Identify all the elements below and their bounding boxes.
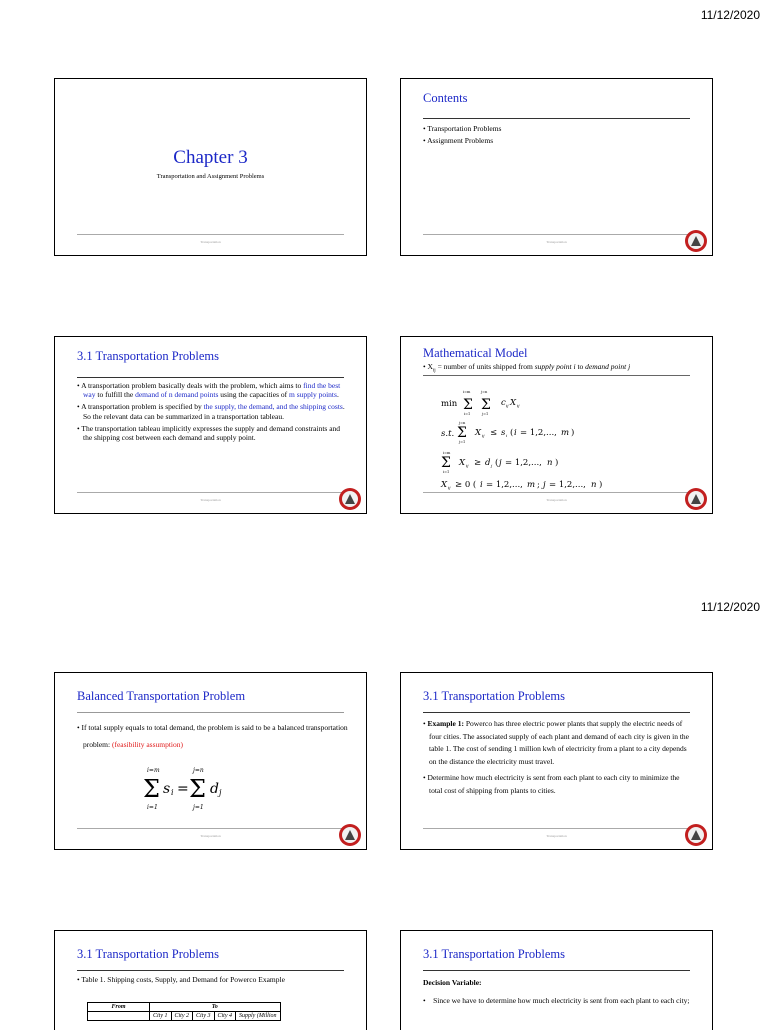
footer-rule xyxy=(423,234,690,235)
svg-text:): ) xyxy=(555,458,559,468)
table-column-header: City 2 xyxy=(171,1012,193,1021)
slide-body xyxy=(77,975,348,987)
bullet-text: • If total supply equals to total demand, the problem is said to be a balanced transportation problem: (feasibility assumption) xyxy=(77,723,348,749)
slide-title: 3.1 Transportation Problems xyxy=(423,947,566,961)
title-rule xyxy=(77,970,344,971)
title-rule xyxy=(423,375,690,376)
svg-text:c: c xyxy=(501,398,506,408)
svg-text:≥: ≥ xyxy=(474,458,482,468)
svg-text:s: s xyxy=(501,428,506,438)
slide-contents xyxy=(400,78,713,256)
slide-decision-variable xyxy=(400,930,713,1030)
svg-text:j=1: j=1 xyxy=(459,440,466,444)
bullet-text: • Table 1. Shipping costs, Supply, and Demand for Powerco Example xyxy=(77,975,285,984)
svg-text:= 1,2,...,: = 1,2,..., xyxy=(549,480,586,490)
chapter-title: Chapter 3 xyxy=(173,147,248,168)
svg-text:ij: ij xyxy=(448,485,451,490)
svg-text:i=m: i=m xyxy=(443,451,451,455)
svg-text:(: ( xyxy=(495,458,499,468)
svg-text:j: j xyxy=(543,480,546,490)
svg-text:n: n xyxy=(547,458,553,468)
svg-text:ij: ij xyxy=(482,433,485,438)
bullet-text: • A transportation problem is specified by the supply, the demand, and the shipping costs. So the relevant data can be summarized in a transportation tableau. xyxy=(77,402,345,421)
svg-text:= 1,2,...,: = 1,2,..., xyxy=(520,428,557,438)
svg-text:=: = xyxy=(177,781,189,797)
title-rule xyxy=(423,118,690,119)
svg-text:i=1: i=1 xyxy=(443,470,450,474)
page-date-top: 11/12/2020 xyxy=(700,8,760,22)
page-date-middle: 11/12/2020 xyxy=(700,600,760,614)
title-rule xyxy=(77,712,344,713)
svg-text:i=m: i=m xyxy=(463,390,471,394)
svg-text:d: d xyxy=(210,781,219,797)
svg-text:≤: ≤ xyxy=(490,428,498,438)
svg-text:Σ: Σ xyxy=(441,455,451,471)
title-rule xyxy=(423,712,690,713)
svg-text:ij: ij xyxy=(466,463,469,468)
svg-text:): ) xyxy=(599,480,603,490)
slide-title: Contents xyxy=(423,91,468,105)
university-logo-icon xyxy=(339,824,361,846)
svg-text:j=n: j=n xyxy=(193,767,204,774)
svg-text:Σ: Σ xyxy=(481,397,491,413)
svg-text:i: i xyxy=(480,480,483,490)
slide-body xyxy=(423,975,694,1011)
svg-text:i: i xyxy=(506,433,508,438)
contents-item: • Assignment Problems xyxy=(423,136,494,146)
svg-text:= 1,2,...,: = 1,2,..., xyxy=(505,458,542,468)
svg-text:Σ: Σ xyxy=(143,775,160,803)
slide-balanced-problem xyxy=(54,672,367,850)
table-cell xyxy=(88,1012,150,1021)
university-logo-icon xyxy=(685,488,707,510)
contents-item: • Transportation Problems xyxy=(423,124,502,133)
svg-text:j: j xyxy=(219,788,222,797)
slide-body xyxy=(77,719,348,756)
svg-text:Σ: Σ xyxy=(189,775,206,803)
svg-text:min: min xyxy=(441,399,458,409)
bullet-text: • Determine how much electricity is sent from each plant to each city to minimize the total cost of shipping from plants to cities. xyxy=(423,772,680,795)
svg-text:d: d xyxy=(485,458,491,468)
svg-text:j=1: j=1 xyxy=(193,804,204,811)
table-header-to: To xyxy=(150,1003,281,1012)
slide-footer: Transportation xyxy=(546,240,567,244)
table-column-header: City 3 xyxy=(193,1012,215,1021)
table-column-header: City 1 xyxy=(150,1012,172,1021)
svg-text:s: s xyxy=(163,781,171,797)
svg-text:Σ: Σ xyxy=(463,397,473,413)
svg-text:i: i xyxy=(171,788,174,797)
shipping-table xyxy=(87,1002,281,1021)
slide-table-1 xyxy=(54,930,367,1030)
slide-footer: Transportation xyxy=(200,240,221,244)
model-formula xyxy=(437,387,687,497)
svg-text:X: X xyxy=(441,480,448,490)
svg-text:n: n xyxy=(591,480,597,490)
svg-text:j: j xyxy=(491,463,493,468)
slide-example-1 xyxy=(400,672,713,850)
university-logo-icon xyxy=(339,488,361,510)
balance-formula xyxy=(141,765,241,813)
svg-text:i: i xyxy=(514,428,517,438)
svg-text:X: X xyxy=(475,428,482,438)
table-column-header: Supply (Million xyxy=(236,1012,281,1021)
svg-text:j=n: j=n xyxy=(481,390,488,394)
svg-text:j: j xyxy=(499,458,502,468)
university-logo-icon xyxy=(685,824,707,846)
svg-text:j=n: j=n xyxy=(459,421,466,425)
svg-text:m: m xyxy=(561,428,570,438)
title-rule xyxy=(77,377,344,378)
chapter-subtitle: Transportation and Assignment Problems xyxy=(156,173,265,180)
slide-title: Balanced Transportation Problem xyxy=(77,689,246,703)
university-logo-icon xyxy=(685,230,707,252)
slide-title: Mathematical Model xyxy=(423,346,528,360)
svg-text:): ) xyxy=(571,428,575,438)
slide-title: 3.1 Transportation Problems xyxy=(77,947,220,961)
slide-title: 3.1 Transportation Problems xyxy=(423,689,566,703)
title-rule xyxy=(423,970,690,971)
slide-footer: Transportation xyxy=(546,498,567,502)
svg-text:s.t.: s.t. xyxy=(441,429,455,439)
slide-body xyxy=(423,718,694,800)
footer-rule xyxy=(77,492,344,493)
svg-text:Σ: Σ xyxy=(457,425,467,441)
footer-rule xyxy=(423,828,690,829)
bullet-text: • A transportation problem basically deals with the problem, which aims to find the best way to fulfill the demand of n demand points using the capacities of m supply points. xyxy=(77,381,341,400)
section-heading: Decision Variable: xyxy=(423,978,482,987)
slide-chapter-title xyxy=(54,78,367,256)
svg-text:≥ 0 (: ≥ 0 ( xyxy=(455,480,477,490)
svg-text:i=m: i=m xyxy=(147,767,160,774)
svg-text:X: X xyxy=(510,398,517,408)
bullet-text: • Example 1: Powerco has three electric power plants that supply the electric needs of four cities. The associated supply of each plant and demand of each city is given in the table 1. The cost of sending 1 million kwh of electricity from a plant to a city depends on the distance the electricity must travel. xyxy=(423,719,689,767)
svg-text:(: ( xyxy=(510,428,514,438)
bullet-text: • The transportation tableau implicitly expresses the supply and demand constraints and the shipping cost between each demand and supply point. xyxy=(77,423,341,443)
svg-text:i=1: i=1 xyxy=(464,412,471,416)
slide-body xyxy=(77,381,348,445)
footer-rule xyxy=(77,234,344,235)
bullet-text: • Since we have to determine how much electricity is sent from each plant to each city; xyxy=(423,996,690,1005)
variable-definition: • $X_{ij}$ = number of units shipped from supply point i to demand point j xyxy=(423,362,631,374)
table-header-from: From xyxy=(88,1003,150,1012)
footer-rule xyxy=(423,492,690,493)
slide-footer: Transportation xyxy=(200,834,221,838)
svg-text:i=1: i=1 xyxy=(147,804,158,811)
slide-mathematical-model xyxy=(400,336,713,514)
svg-text:ij: ij xyxy=(517,403,520,408)
svg-text:ij: ij xyxy=(506,403,509,408)
svg-text:= 1,2,...,: = 1,2,..., xyxy=(486,480,523,490)
slide-transportation-intro xyxy=(54,336,367,514)
slide-body xyxy=(423,362,694,379)
svg-text:j=1: j=1 xyxy=(482,412,489,416)
svg-text:X: X xyxy=(459,458,466,468)
slide-title: 3.1 Transportation Problems xyxy=(77,349,220,363)
svg-text:m: m xyxy=(527,480,536,490)
svg-text:;: ; xyxy=(537,480,540,490)
contents-list xyxy=(423,124,694,148)
slide-footer: Transportation xyxy=(546,834,567,838)
table-column-header: City 4 xyxy=(214,1012,236,1021)
slide-footer: Transportation xyxy=(200,498,221,502)
footer-rule xyxy=(77,828,344,829)
